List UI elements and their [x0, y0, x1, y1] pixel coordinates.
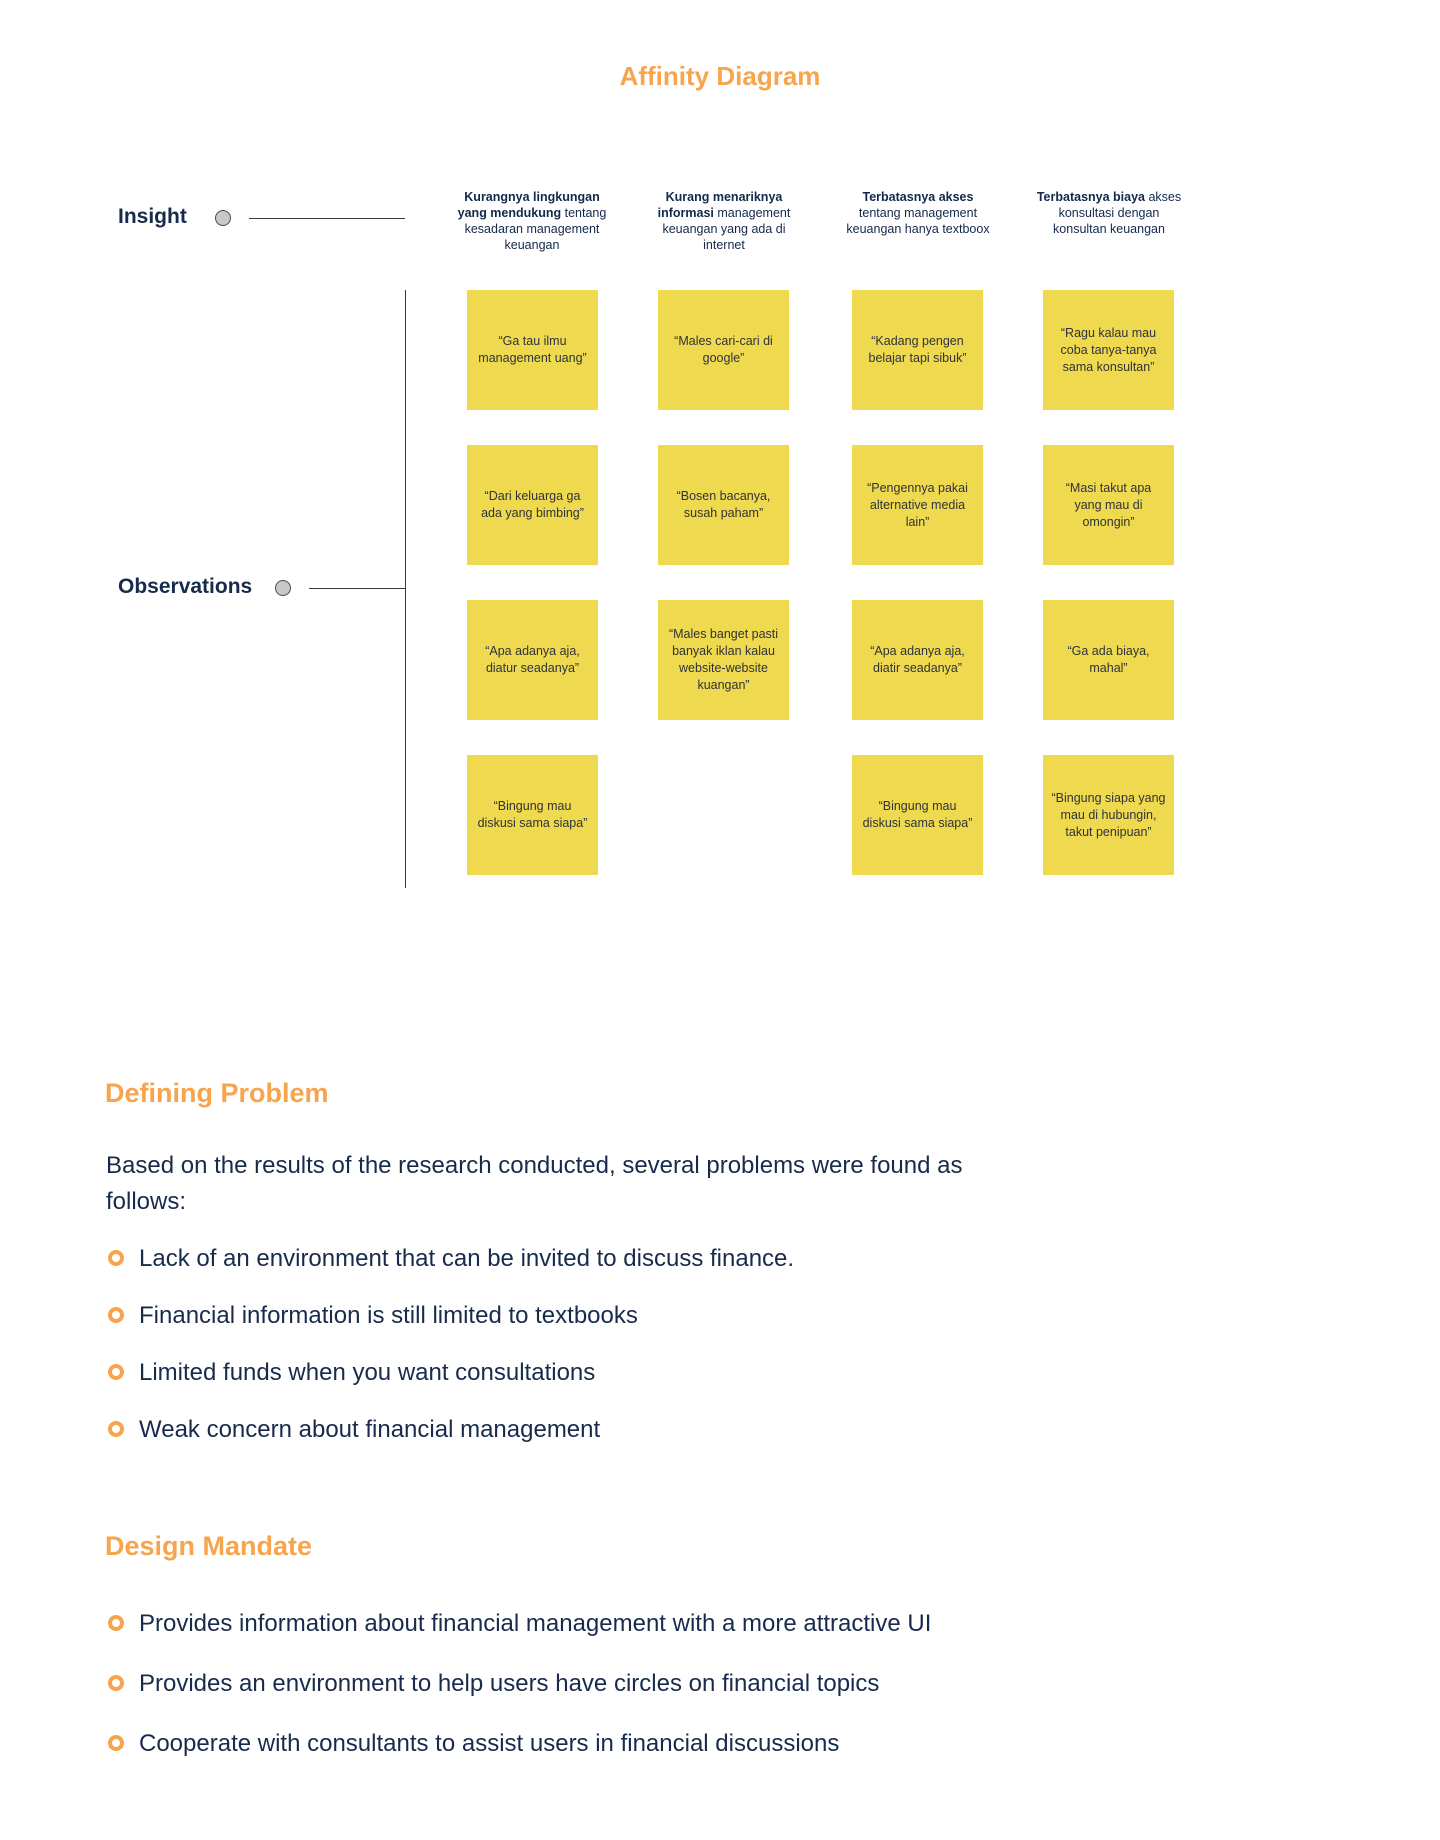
list-item-text: Weak concern about financial management — [139, 1416, 601, 1443]
sticky-note: “Bingung mau diskusi sama siapa” — [852, 755, 983, 875]
defining-problem-intro: Based on the results of the research conducted, several problems were found as follows: — [106, 1152, 963, 1215]
observations-bracket-line — [405, 290, 406, 888]
list-item-text: Financial information is still limited to textbooks — [139, 1302, 638, 1329]
page-title: Affinity Diagram — [619, 61, 821, 91]
sticky-note: “Pengennya pakai alternative media lain” — [852, 445, 983, 565]
bullet-ring-icon — [108, 1675, 124, 1691]
list-item-text: Cooperate with consultants to assist users in financial discussions — [139, 1730, 840, 1757]
column-header-insight-3 — [840, 189, 996, 237]
notes-column-1 — [467, 290, 598, 875]
defining-problem-heading: Defining Problem — [105, 1078, 329, 1108]
bullet-ring-icon — [108, 1615, 124, 1631]
sticky-note: “Bingung mau diskusi sama siapa” — [467, 755, 598, 875]
column-header-insight-2 — [646, 189, 802, 253]
sticky-note: “Males banget pasti banyak iklan kalau website-website kuangan” — [658, 600, 789, 720]
list-item-text: Lack of an environment that can be invited to discuss finance. — [139, 1245, 795, 1272]
list-item — [108, 1669, 931, 1698]
problems-list — [108, 1244, 794, 1472]
bullet-ring-icon — [108, 1735, 124, 1751]
list-item — [108, 1415, 794, 1444]
sticky-note: “Bosen bacanya, susah paham” — [658, 445, 789, 565]
list-item — [108, 1358, 794, 1387]
bullet-ring-icon — [108, 1307, 124, 1323]
column-header-rest-text: tentang management keuangan hanya textboox — [846, 206, 990, 236]
insight-connector-line — [249, 218, 405, 219]
notes-column-4 — [1043, 290, 1174, 875]
bullet-ring-icon — [108, 1364, 124, 1380]
list-item — [108, 1729, 931, 1758]
list-item — [108, 1301, 794, 1330]
list-item — [108, 1244, 794, 1273]
list-item-text: Limited funds when you want consultations — [139, 1359, 596, 1386]
observations-connector-dot-icon — [275, 580, 291, 596]
bullet-ring-icon — [108, 1250, 124, 1266]
list-item — [108, 1609, 931, 1638]
insight-label: Insight — [118, 205, 187, 228]
observations-label: Observations — [118, 575, 253, 598]
sticky-note: “Masi takut apa yang mau di omongin” — [1043, 445, 1174, 565]
column-header-rest-text: akses konsultasi dengan konsultan keuangan — [1053, 190, 1182, 236]
column-header-rest-text: tentang kesadaran management keuangan — [464, 206, 607, 252]
column-header-insight-4 — [1031, 189, 1187, 237]
column-header-bold-text: Terbatasnya akses — [862, 190, 974, 204]
sticky-note: “Males cari-cari di google” — [658, 290, 789, 410]
sticky-note: “Ga ada biaya, mahal” — [1043, 600, 1174, 720]
sticky-note: “Dari keluarga ga ada yang bimbing” — [467, 445, 598, 565]
observations-connector-line — [309, 588, 405, 589]
sticky-note: “Ragu kalau mau coba tanya-tanya sama konsultan” — [1043, 290, 1174, 410]
list-item-text: Provides information about financial management with a more attractive UI — [139, 1610, 932, 1637]
list-item-text: Provides an environment to help users have circles on financial topics — [139, 1670, 880, 1697]
sticky-note: “Bingung siapa yang mau di hubungin, takut penipuan” — [1043, 755, 1174, 875]
notes-column-2 — [658, 290, 789, 720]
sticky-note: “Kadang pengen belajar tapi sibuk” — [852, 290, 983, 410]
sticky-note: “Ga tau ilmu management uang” — [467, 290, 598, 410]
column-header-bold-text: Kurang menariknya informasi — [657, 190, 783, 220]
column-header-rest-text: management keuangan yang ada di internet — [662, 206, 791, 252]
sticky-note: “Apa adanya aja, diatur seadanya” — [467, 600, 598, 720]
bullet-ring-icon — [108, 1421, 124, 1437]
column-header-bold-text: Terbatasnya biaya — [1036, 190, 1145, 204]
insight-connector-dot-icon — [215, 210, 231, 226]
design-mandate-heading: Design Mandate — [105, 1531, 313, 1561]
notes-column-3 — [852, 290, 983, 875]
mandate-list — [108, 1609, 931, 1789]
column-header-bold-text: Kurangnya lingkungan yang mendukung — [457, 190, 600, 220]
sticky-note: “Apa adanya aja, diatir seadanya” — [852, 600, 983, 720]
column-header-insight-1 — [454, 189, 610, 253]
